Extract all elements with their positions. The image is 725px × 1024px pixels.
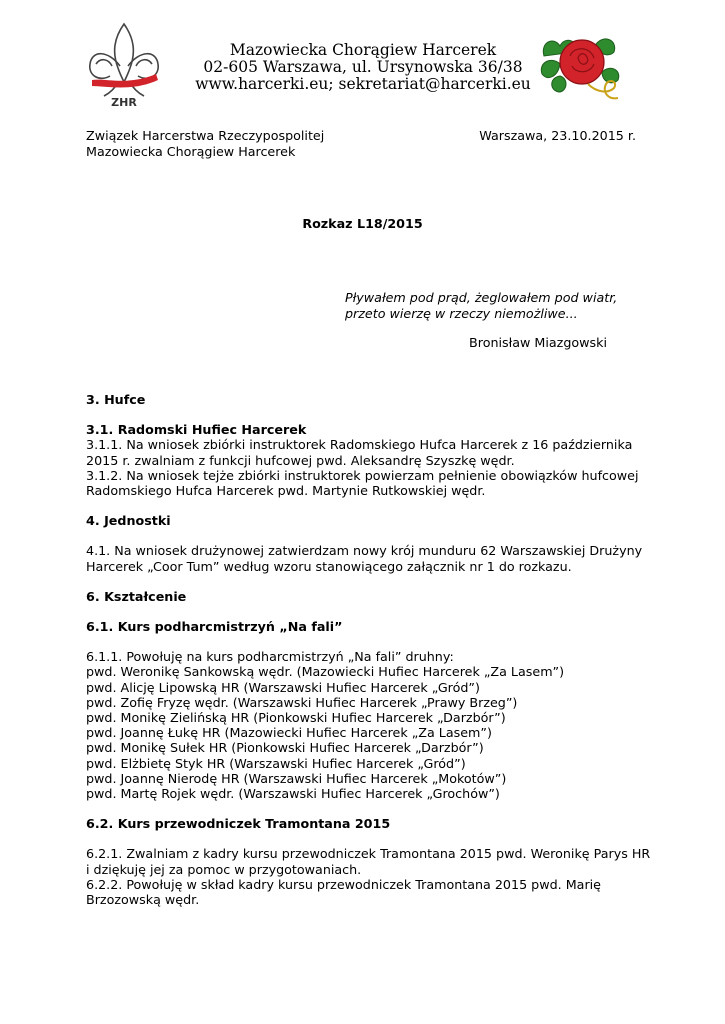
sender-line-2: Mazowiecka Chorągiew Harcerek xyxy=(86,144,296,159)
text-line: 6.2.2. Powołuję w skład kadry kursu przewodniczek Tramontana 2015 pwd. Marię xyxy=(86,876,601,892)
list-intro: 6.1.1. Powołuję na kurs podharcmistrzyń „Na fali” druhny: xyxy=(86,649,454,665)
section-hufce-title: 3. Hufce xyxy=(86,392,146,407)
org-address: 02-605 Warszawa, ul. Ursynowska 36/38 xyxy=(203,58,523,76)
course-tramontana-body xyxy=(86,846,651,908)
section-ksztalcenie-title: 6. Kształcenie xyxy=(86,588,187,604)
list-item: pwd. Martę Rojek wędr. (Warszawski Hufiec Harcerek „Grochów”) xyxy=(86,786,500,802)
subsection-radomski-title: 3.1. Radomski Hufiec Harcerek xyxy=(86,422,307,438)
text-line: 4.1. Na wniosek drużynowej zatwierdzam nowy krój munduru 62 Warszawskiej Drużyny xyxy=(86,543,643,559)
list-item: pwd. Joannę Łukę HR (Mazowiecki Hufiec Harcerek „Za Lasem”) xyxy=(86,725,492,741)
text-line: 3.1.2. Na wniosek tejże zbiórki instruktorek powierzam pełnienie obowiązków hufcowej xyxy=(86,467,639,483)
course-na-fali-title: 6.1. Kurs podharcmistrzyń „Na fali” xyxy=(86,619,343,635)
text-line: i dziękuję jej za pomoc w przygotowaniach. xyxy=(86,861,362,877)
sender-block xyxy=(86,128,324,160)
section-jednostki-body xyxy=(86,543,646,573)
motto-author: Bronisław Miazgowski xyxy=(469,335,607,350)
text-line: 3.1.1. Na wniosek zbiórki instruktorek Radomskiego Hufca Harcerek z 16 października xyxy=(86,437,633,453)
motto-line-2: przeto wierzę w rzeczy niemożliwe... xyxy=(345,306,578,321)
rose-clover-logo xyxy=(538,22,626,108)
motto-line-1: Pływałem pod prąd, żeglowałem pod wiatr, xyxy=(345,290,618,305)
list-item: pwd. Joannę Nierodę HR (Warszawski Hufiec Harcerek „Mokotów”) xyxy=(86,770,507,786)
place-date: Warszawa, 23.10.2015 r. xyxy=(479,128,636,143)
course-tramontana-title: 6.2. Kurs przewodniczek Tramontana 2015 xyxy=(86,816,391,832)
organization-header xyxy=(190,42,536,93)
zhr-lily-logo xyxy=(84,20,164,110)
list-item: pwd. Elżbietę Styk HR (Warszawski Hufiec Harcerek „Gród”) xyxy=(86,755,466,771)
text-line: Harcerek „Coor Tum” według wzoru stanowiącego załącznik nr 1 do rozkazu. xyxy=(86,558,572,574)
text-line: 2015 r. zwalniam z funkcji hufcowej pwd. Aleksandrę Szyszkę wędr. xyxy=(86,452,515,468)
course-na-fali-list xyxy=(86,649,646,801)
svg-text:ZHR: ZHR xyxy=(111,96,137,109)
list-item: pwd. Alicję Lipowską HR (Warszawski Hufiec Harcerek „Gród”) xyxy=(86,679,480,695)
org-name: Mazowiecka Chorągiew Harcerek xyxy=(229,41,497,59)
list-item: pwd. Weronikę Sankowską wędr. (Mazowiecki Hufiec Harcerek „Za Lasem”) xyxy=(86,664,565,680)
text-line: 6.2.1. Zwalniam z kadry kursu przewodniczek Tramontana 2015 pwd. Weronikę Parys HR xyxy=(86,846,651,862)
subsection-radomski-body xyxy=(86,437,646,498)
list-item: pwd. Monikę Sułek HR (Pionkowski Hufiec Harcerek „Darzbór”) xyxy=(86,740,484,756)
motto xyxy=(345,290,617,322)
order-content xyxy=(86,392,651,922)
list-item: pwd. Zofię Fryzę wędr. (Warszawski Hufiec Harcerek „Prawy Brzeg”) xyxy=(86,694,518,710)
text-line: Brzozowską wędr. xyxy=(86,892,200,908)
order-title: Rozkaz L18/2015 xyxy=(302,216,423,231)
sender-line-1: Związek Harcerstwa Rzeczypospolitej xyxy=(86,128,325,143)
list-item: pwd. Monikę Zielińską HR (Pionkowski Hufiec Harcerek „Darzbór”) xyxy=(86,710,506,726)
section-jednostki-title: 4. Jednostki xyxy=(86,513,171,529)
org-web-email: www.harcerki.eu; sekretariat@harcerki.eu xyxy=(195,75,531,93)
text-line: Radomskiego Hufca Harcerek pwd. Martynie Rutkowskiej wędr. xyxy=(86,483,486,499)
